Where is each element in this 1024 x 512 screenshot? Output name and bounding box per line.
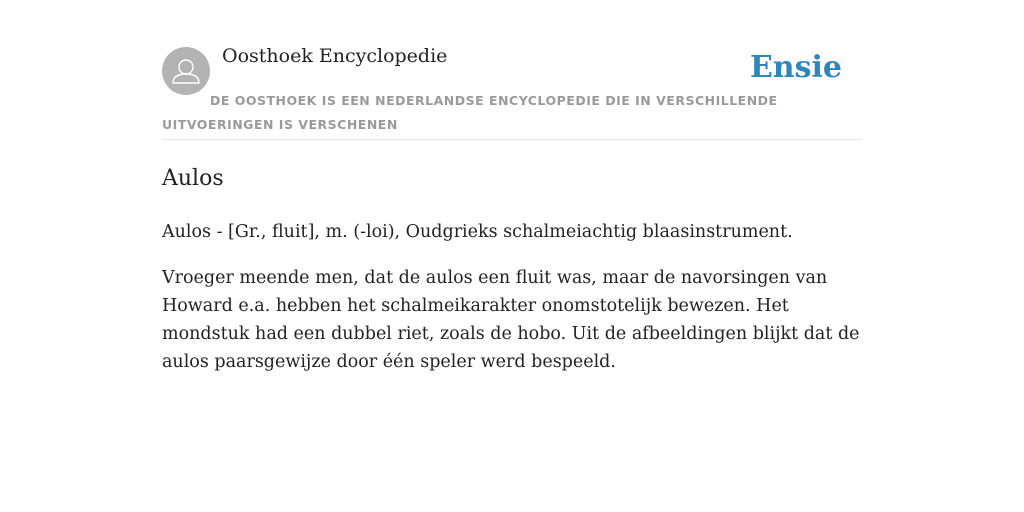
article-title: Aulos xyxy=(162,166,224,191)
content-container xyxy=(162,0,862,376)
user-icon[interactable] xyxy=(162,47,210,95)
site-name[interactable]: Oosthoek Encyclopedie xyxy=(222,45,448,67)
site-tagline: DE OOSTHOEK IS EEN NEDERLANDSE ENCYCLOPEDIE DIE IN VERSCHILLENDE UITVOERINGEN IS VERSCHENEN xyxy=(162,93,778,132)
article-paragraph: Aulos - [Gr., fluit], m. (-loi), Oudgrieks schalmeiachtig blaasinstrument. xyxy=(162,222,793,242)
ensie-logo[interactable]: Ensie xyxy=(749,50,842,85)
site-header xyxy=(162,0,862,140)
article-paragraph: Vroeger meende men, dat de aulos een fluit was, maar de navorsingen van Howard e.a. hebben het schalmeikarakter onomstotelijk bewezen. Het mondstuk had een dubbel riet, zoals de hobo. Uit de afbeeldingen blijkt dat de aulos paarsgewijze door één speler werd bespeeld. xyxy=(162,268,860,372)
